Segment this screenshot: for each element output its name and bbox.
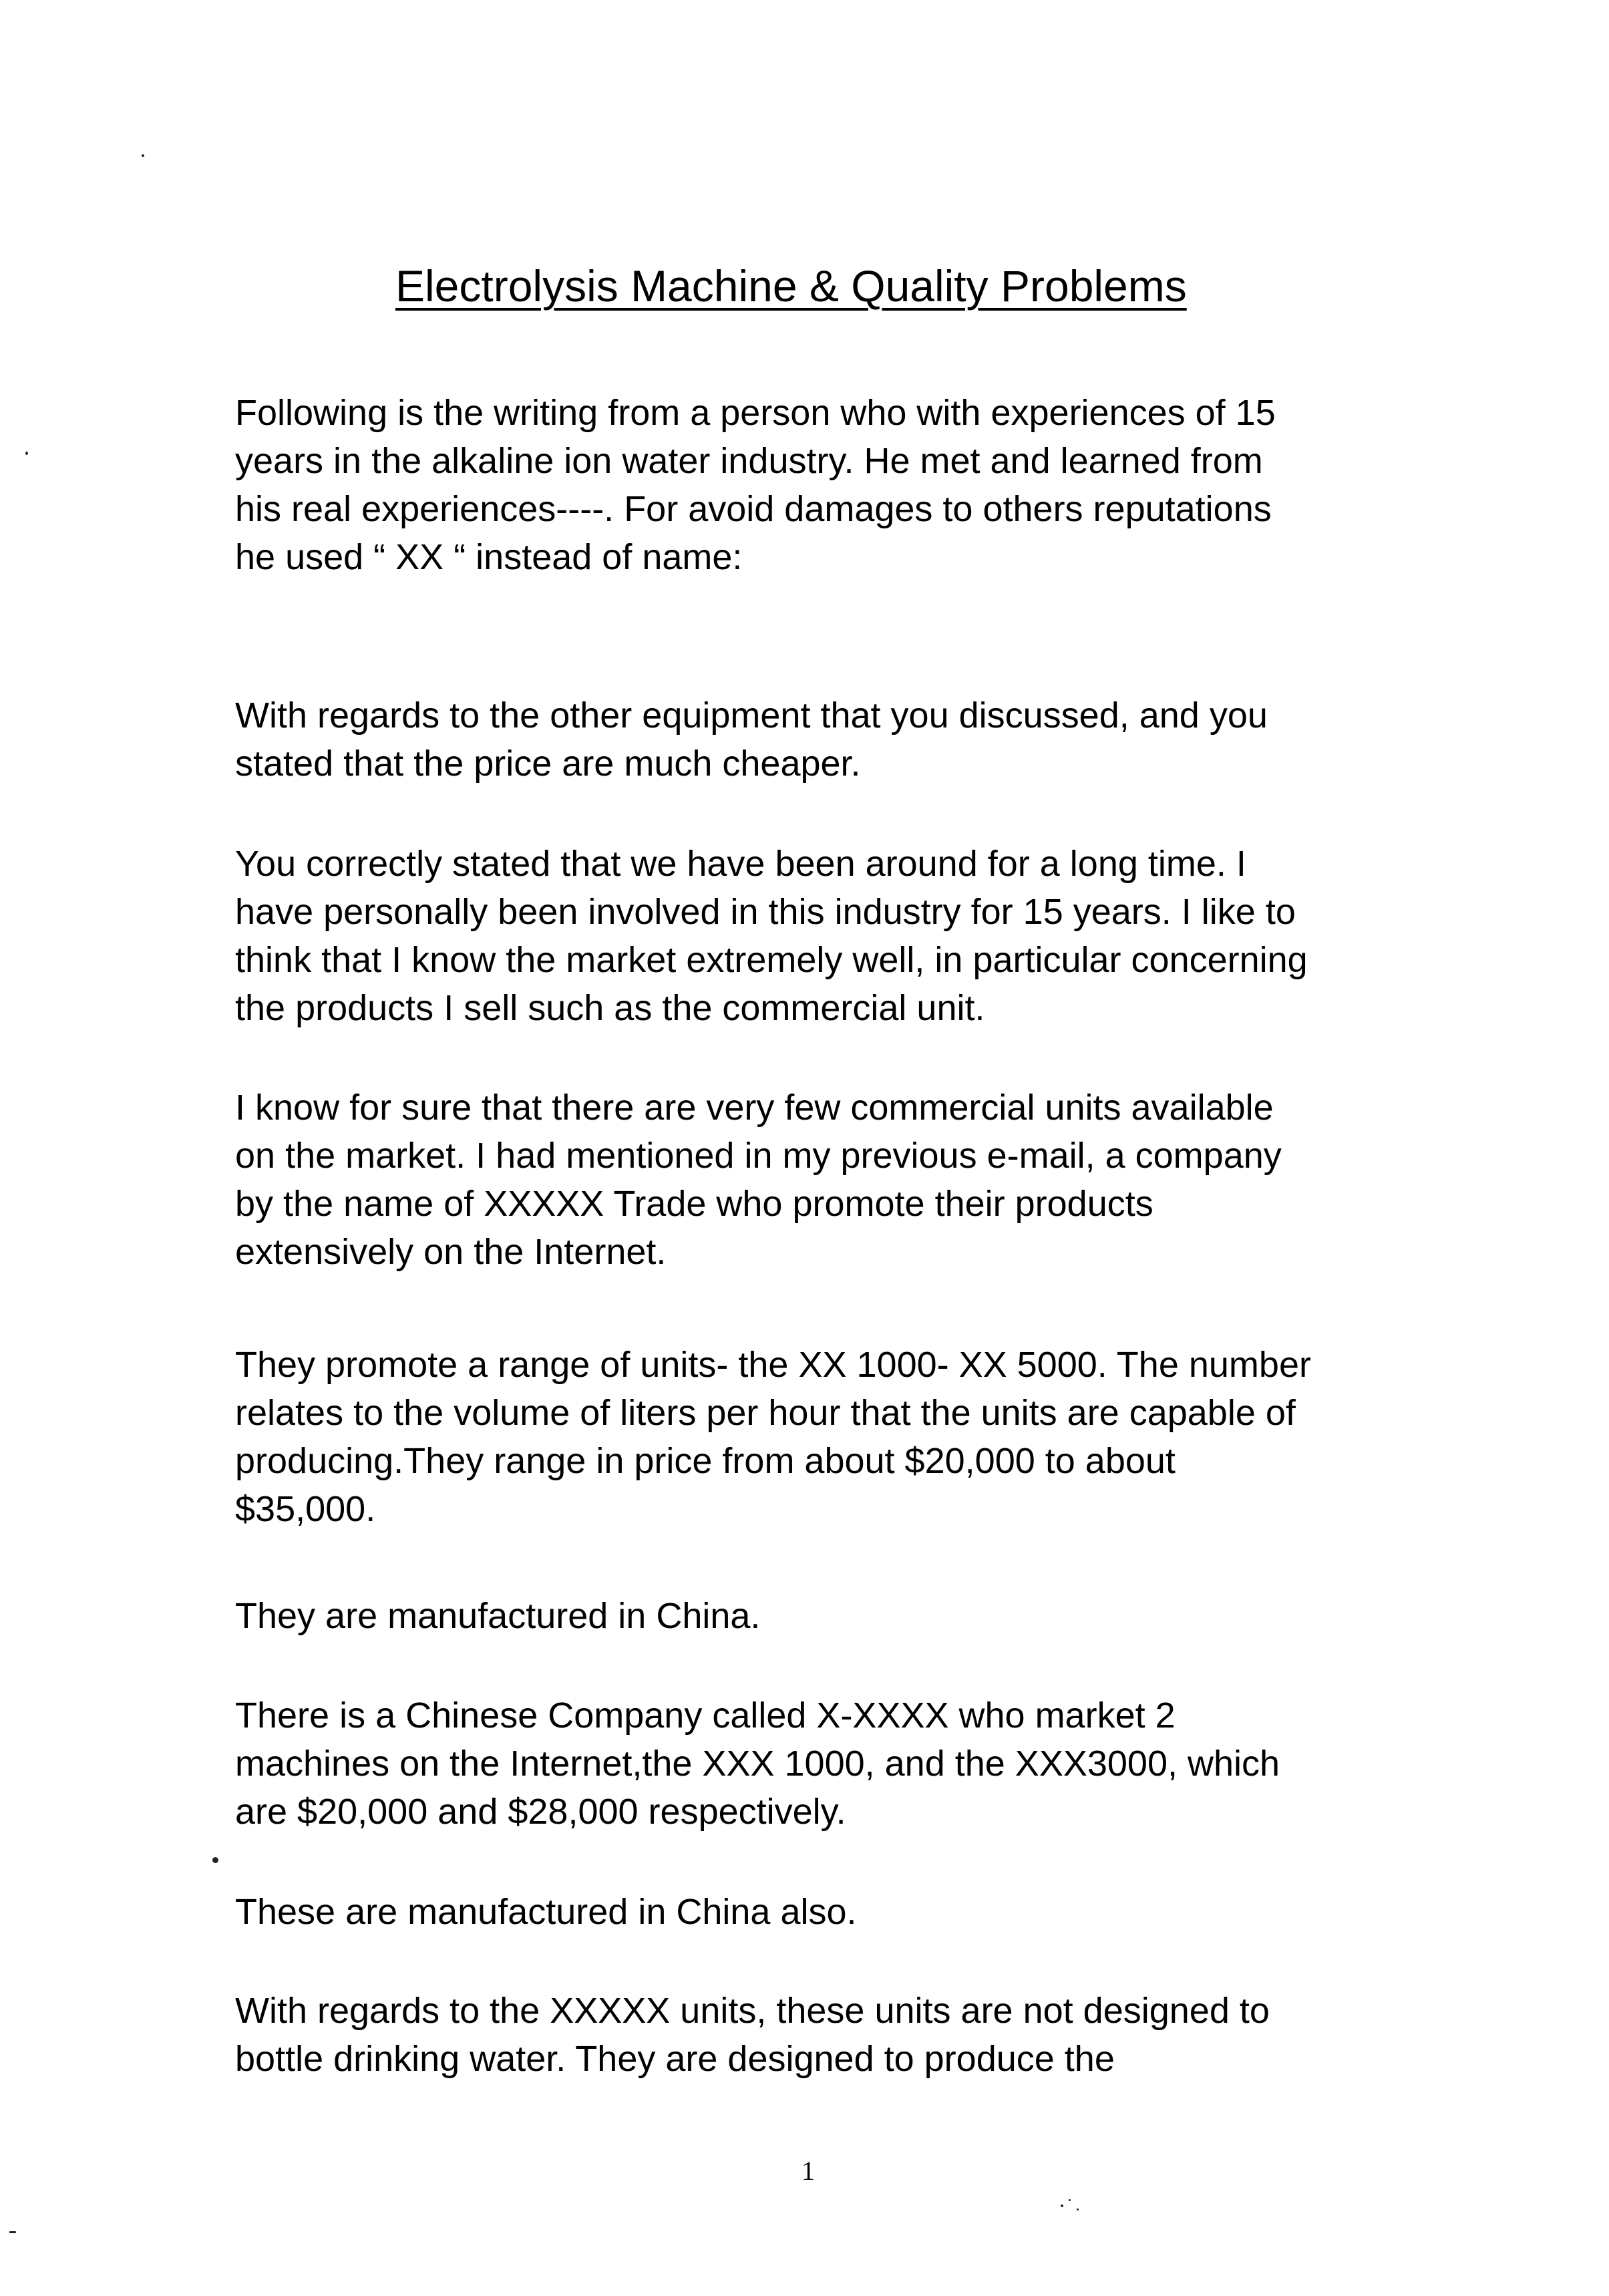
paragraph-experience: You correctly stated that we have been around for a long time. I have personally been involved in this industry for 15 years. I like to think that I know the market extremely well, in particular concerning the products I sell such as the commercial unit. [235, 844, 1308, 1028]
paragraph-chinese-company: There is a Chinese Company called X-XXXX who market 2 machines on the Internet,the XXX 1000, and the XXX3000, which are $20,000 and $28,000 respectively. [235, 1695, 1280, 1832]
document-title: Electrolysis Machine & Quality Problems [395, 261, 1187, 311]
paragraph-manufactured-china: They are manufactured in China. [235, 1596, 761, 1636]
paragraph-xxxxx-units: With regards to the XXXXX units, these units are not designed to bottle drinking water. They are designed to produce the [235, 1991, 1270, 2079]
paragraph-manufactured-china-also: These are manufactured in China also. [235, 1892, 857, 1932]
scan-speck [212, 1857, 218, 1863]
scan-speck [1069, 2199, 1071, 2201]
paragraph-unit-range: They promote a range of units- the XX 1000- XX 5000. The number relates to the volume of liters per hour that the units are capable of producing.They range in price from about $20,000 to about $35,000. [235, 1345, 1311, 1529]
paragraph-commercial-units: I know for sure that there are very few commercial units available on the market. I had mentioned in my previous e-mail, a company by the name of XXXXX Trade who promote their products extensively on the Internet. [235, 1088, 1282, 1272]
paragraph-intro: Following is the writing from a person who with experiences of 15 years in the alkaline ion water industry. He met and learned from his real experiences----. For avoid damages to others reputations he used “ XX “ instead of name: [235, 393, 1276, 577]
scan-speck [1061, 2204, 1063, 2207]
page-number: 1 [801, 2156, 815, 2186]
scan-speck [9, 2231, 16, 2233]
scan-speck [1077, 2208, 1079, 2210]
paragraph-equipment: With regards to the other equipment that you discussed, and you stated that the price are much cheaper. [235, 695, 1268, 784]
scan-speck [142, 154, 144, 157]
scan-speck [25, 452, 28, 455]
